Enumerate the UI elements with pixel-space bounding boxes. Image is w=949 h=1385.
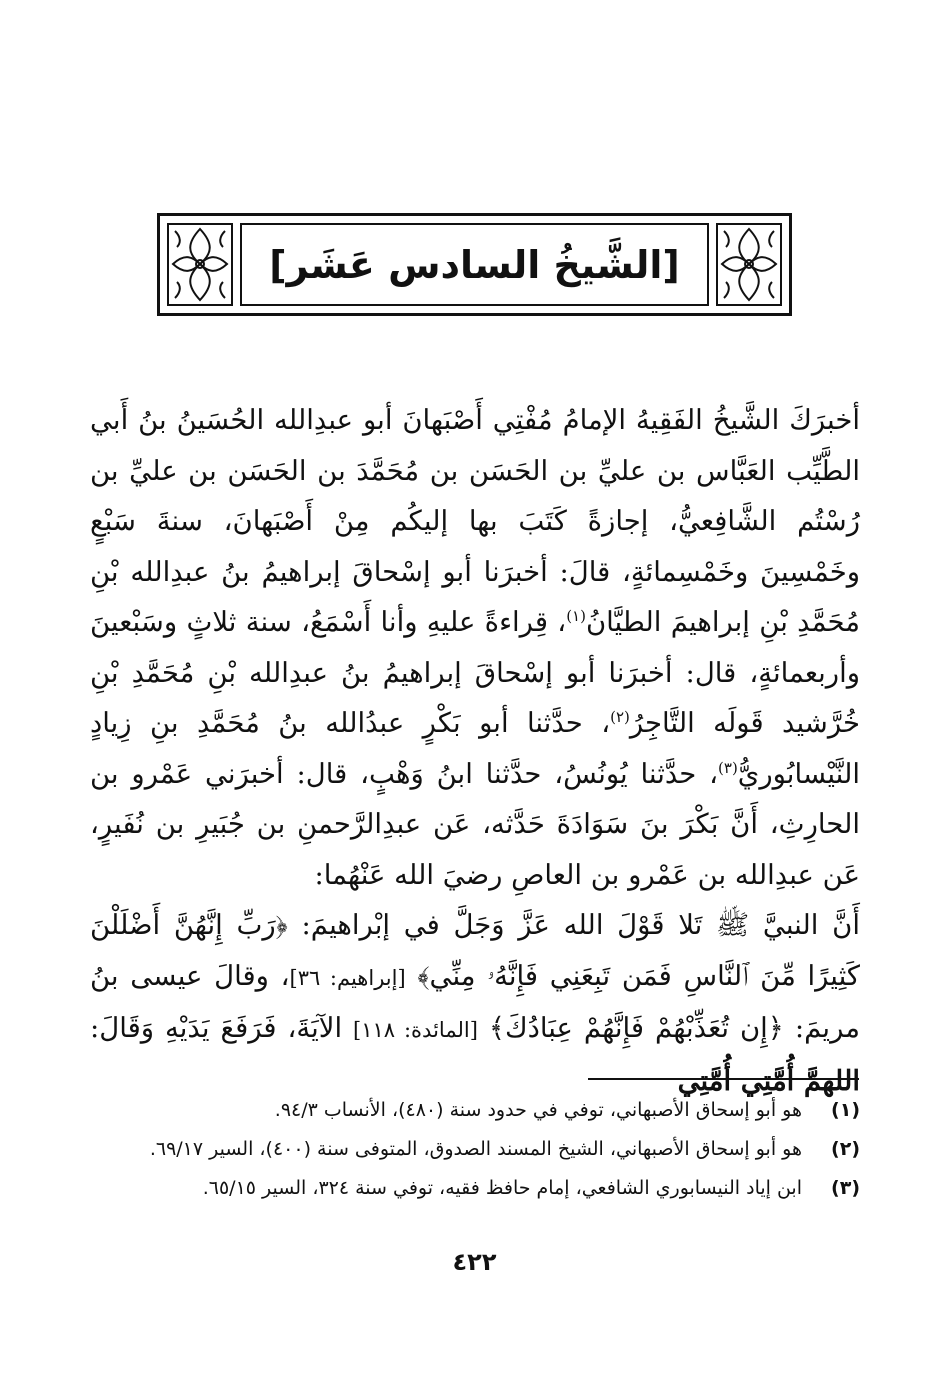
quran-reference: [المائدة: ١١٨] [353,1018,478,1042]
footnote-number: (٢) [831,1138,860,1160]
footnote-number: (٣) [831,1177,860,1199]
footnote-text: هو أبو إسحاق الأصبهاني، الشيخ المسند الصدوق، المتوفى سنة (٤٠٠)، السير ٦٩/١٧. [149,1138,802,1160]
matn-paragraph [90,900,860,1106]
footnotes [90,1093,860,1210]
isnad-text-part: أخبرَكَ الشَّيخُ الفَقِيهُ الإمامُ مُفْتِي أَصْبَهانَ أبو عبدِالله الحُسَينُ بنُ أَبي الطَّيِّب العَبَّاس بن عليِّ بن الحَسَن بن مُحَمَّدَ بن الحَسَن بن عليِّ بن رُسْتُم الشَّافِعيُّ، إجازةً كَتَبَ بها إليكُم مِنْ أَصْبَهانَ، سنةَ سَبْعٍ وخَمْسِينَ وخَمْسِمائةٍ، قالَ: أخبرَنا أبو إسْحاقَ إبراهيمُ بنُ عبدِالله بْنِ مُحَمَّدِ بْنِ إبراهيمَ الطيَّانُ [90,404,860,638]
floral-ornament-icon [167,223,233,306]
isnad-text-part: ، قِراءةً عليهِ وأنا أَسْمَعُ، سنة ثلاثٍ وسَبْعينَ وأربعمائةٍ، قال: أخبرَنا أبو إسْحاقَ إبراهيمُ بنُ عبدِالله بْنِ مُحَمَّدِ بْنِ خُرَّشيد قَولَه التَّاجِرُ [90,606,860,739]
footnote-item [90,1093,860,1128]
isnad-text-part: ، حدَّثنا أبو بَكْرٍ عبدُالله بنُ مُحَمَّدِ بنِ زِيادٍ النَّيْسابُوريُّ [90,707,860,790]
section-title: [الشَّيخُ السادس عَشَر] [269,242,680,287]
footnote-number: (١) [831,1099,860,1121]
page-number: ٤٢٢ [452,1248,497,1276]
title-banner [157,213,792,316]
matn-text-part: ، وقالَ عيسى بنُ مريمَ: ﴿إِن تُعَذِّبْهُمْ فَإِنَّهُمْ عِبَادُكَ﴾ [90,959,860,1044]
quran-reference: [إبراهيم: ٣٦] [289,965,406,990]
footnote-text: ابن إياد النيسابوري الشافعي، إمام حافظ فقيه، توفي سنة ٣٢٤، السير ٦٥/١٥. [202,1177,802,1199]
footnote-marker[interactable]: (١) [566,606,586,625]
title-frame [240,223,709,306]
footnote-text: هو أبو إسحاق الأصبهاني، توفي في حدود سنة (٤٨٠)، الأنساب ٩٤/٣. [274,1099,802,1121]
isnad-paragraph [90,395,860,900]
matn-text-part: الآيَةَ، فَرَفَعَ يَدَيْهِ وَقَالَ: [90,1012,343,1044]
floral-ornament-icon [716,223,782,306]
isnad-text-part: ، حدَّثنا يُونُسُ، حدَّثنا ابنُ وَهْبٍ، قال: أخبرَني عَمْرو بن الحارِثِ، أَنَّ بَكْرَ بنَ سَوَادَةَ حَدَّثه، عَن عبدِالرَّحمنِ بن جُبَيرِ بن نُفَيرٍ، عَن عبدِالله بن عَمْرو بن العاصِ رضيَ الله عَنْهُما: [90,757,860,891]
footnote-item [90,1132,860,1167]
footnote-separator [588,1078,859,1080]
footnote-marker[interactable]: (٣) [718,758,738,777]
matn-text-part: أَنَّ النبيَّ ﷺ تَلا قَوْلَ الله عَزَّ وَجَلَّ في إبْراهيمَ: ﴿رَبِّ إِنَّهُنَّ أَضْلَلْنَ كَثِيرًا مِّنَ ٱلنَّاسِ فَمَن تَبِعَنِي فَإِنَّهُۥ مِنِّي﴾ [90,909,860,992]
footnote-marker[interactable]: (٢) [610,707,630,726]
footnote-item [90,1171,860,1206]
matn-bold-ending: اللهمَّ أُمَّتِي أُمَّتِي [677,1064,860,1097]
